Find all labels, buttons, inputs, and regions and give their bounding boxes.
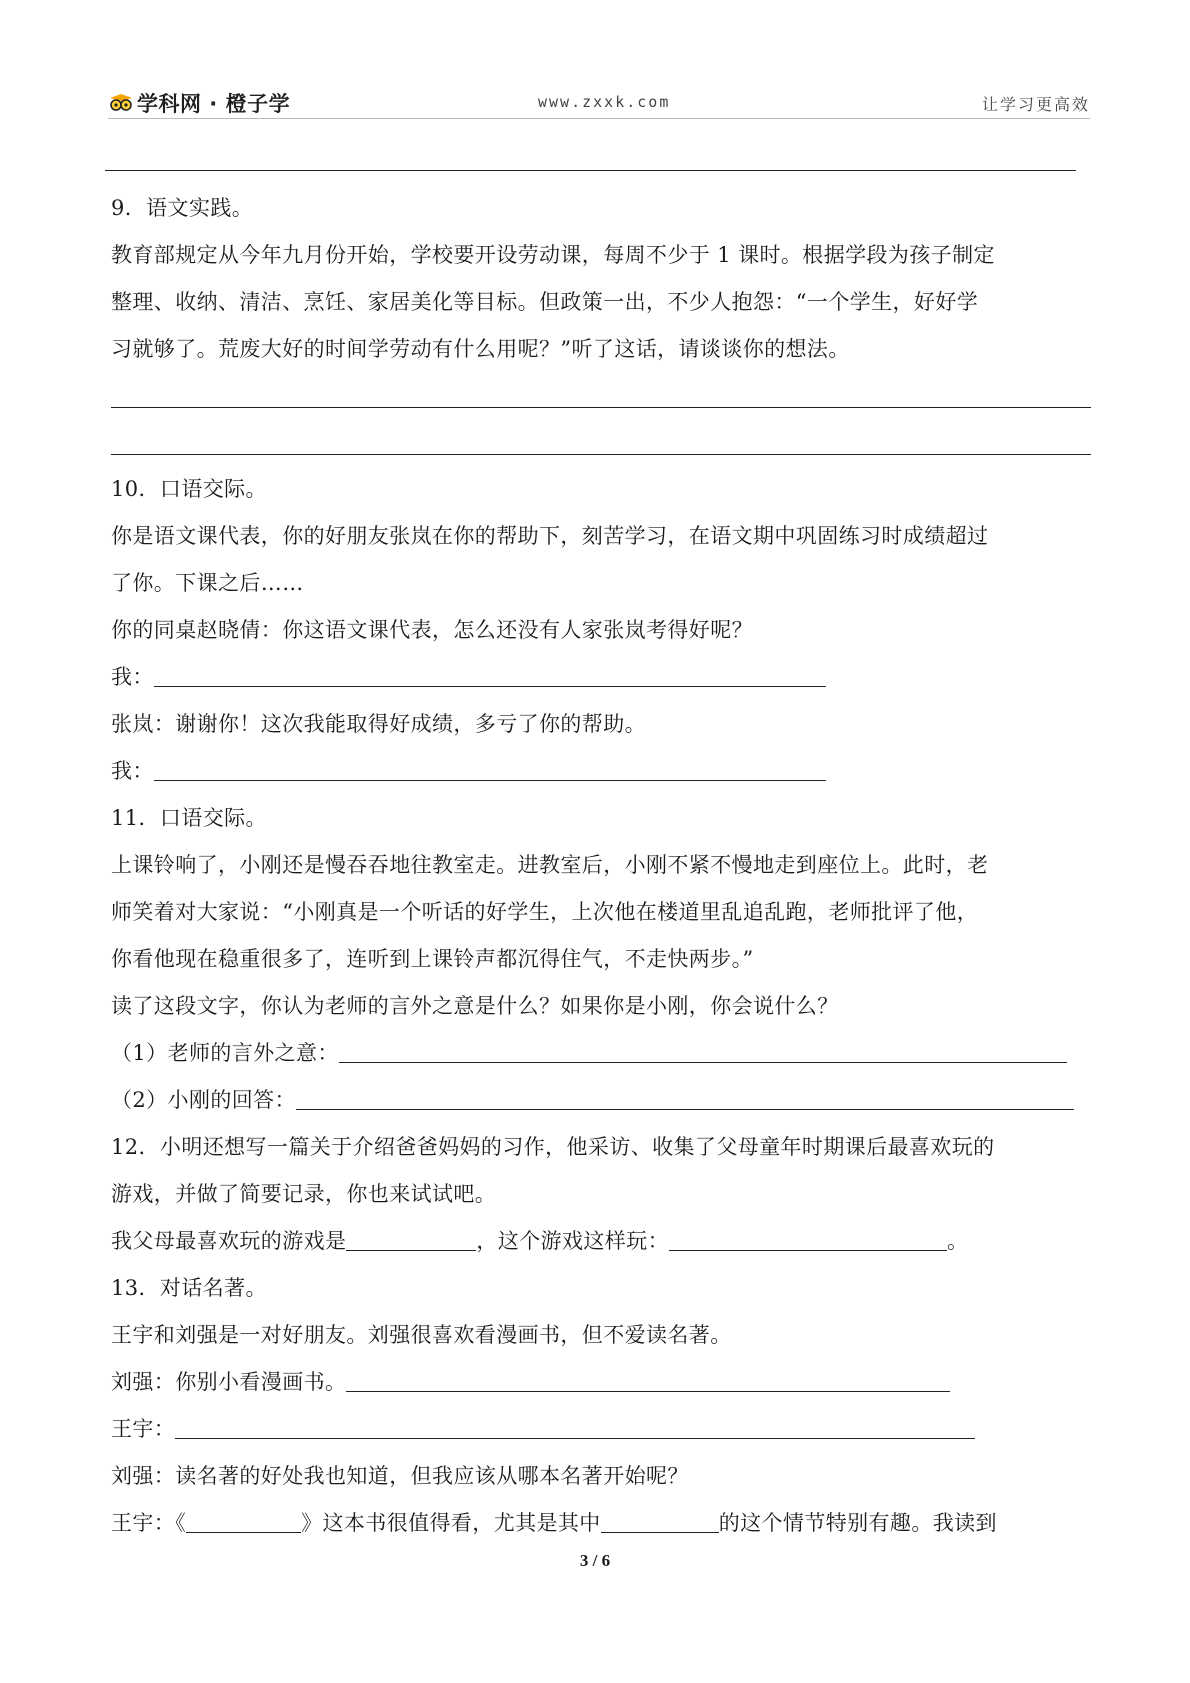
- dialogue-line: 刘强：读名著的好处我也知道，但我应该从哪本名著开始呢？: [111, 1464, 689, 1488]
- answer-line[interactable]: [111, 454, 1091, 455]
- page-number: 3 / 6: [579, 1551, 611, 1570]
- site-url: www.zxxk.com: [538, 93, 671, 111]
- answer-blank[interactable]: [346, 1228, 476, 1251]
- question-12-fill-line: [111, 1226, 968, 1256]
- dialogue-text: 》这本书很值得看，尤其是其中: [301, 1511, 601, 1535]
- dialogue-text: 刘强：你别小看漫画书。: [111, 1370, 347, 1394]
- question-10-text-line: 你的同桌赵晓倩：你这语文课代表，怎么还没有人家张岚考得好呢？: [111, 618, 753, 642]
- answer-blank[interactable]: [669, 1228, 947, 1251]
- site-logo: [108, 88, 290, 118]
- dialogue-text: 的这个情节特别有趣。我读到: [718, 1511, 997, 1535]
- book-title-blank[interactable]: [186, 1510, 301, 1533]
- page-header: [108, 86, 1090, 119]
- fill-text: 我父母最喜欢玩的游戏是: [111, 1229, 347, 1253]
- answer-blank[interactable]: [346, 1369, 950, 1392]
- dialogue-line: 张岚：谢谢你！这次我能取得好成绩，多亏了你的帮助。: [111, 712, 646, 736]
- logo-glasses-icon: [108, 93, 134, 113]
- question-9-title: 9．语文实践。: [111, 196, 254, 220]
- answer-line: [105, 170, 1076, 171]
- fill-text: ，这个游戏这样玩：: [476, 1229, 670, 1253]
- speaker-label: 我：: [111, 759, 154, 783]
- dialogue-line: [111, 756, 826, 786]
- question-9-text-line: 整理、收纳、清洁、烹饪、家居美化等目标。但政策一出，不少人抱怨：“一个学生，好好学: [111, 290, 979, 314]
- question-9-text-line: 教育部规定从今年九月份开始，学校要开设劳动课，每周不少于 1 课时。根据学段为孩子制定: [111, 243, 995, 267]
- question-11-text-line: 你看他现在稳重很多了，连听到上课铃声都沉得住气，不走快两步。”: [111, 947, 754, 971]
- dialogue-text: 王宇：《: [111, 1511, 187, 1535]
- question-9-text-line: 习就够了。荒废大好的时间学劳动有什么用呢？”听了这话，请谈谈你的想法。: [111, 337, 850, 361]
- dialogue-line: [111, 1414, 975, 1444]
- dialogue-line: [111, 1508, 997, 1538]
- question-13-intro: 王宇和刘强是一对好朋友。刘强很喜欢看漫画书，但不爱读名著。: [111, 1323, 732, 1347]
- question-13-title: 13．对话名著。: [111, 1276, 267, 1300]
- question-10-text-line: 你是语文课代表，你的好朋友张岚在你的帮助下，刻苦学习，在语文期中巩固练习时成绩超过: [111, 524, 989, 548]
- question-11-text-line: 师笑着对大家说：“小刚真是一个听话的好学生，上次他在楼道里乱追乱跑，老师批评了他，: [111, 900, 979, 924]
- site-slogan: 让学习更高效: [981, 95, 1090, 114]
- answer-blank[interactable]: [175, 1416, 975, 1439]
- question-11-title: 11．口语交际。: [111, 806, 267, 830]
- question-10-text-line: 了你。下课之后……: [111, 571, 304, 595]
- answer-line[interactable]: [111, 407, 1091, 408]
- dialogue-line: [111, 662, 826, 692]
- question-12-text-line: 12．小明还想写一篇关于介绍爸爸妈妈的习作，他采访、收集了父母童年时期课后最喜欢玩的: [111, 1135, 995, 1159]
- question-10-title: 10．口语交际。: [111, 477, 267, 501]
- answer-blank[interactable]: [154, 758, 826, 781]
- question-11-text-line: 上课铃响了，小刚还是慢吞吞地往教室走。进教室后，小刚不紧不慢地走到座位上。此时，老: [111, 853, 989, 877]
- answer-blank[interactable]: [154, 664, 826, 687]
- sub-question-label: （2）小刚的回答：: [111, 1088, 296, 1112]
- sub-question-label: （1）老师的言外之意：: [111, 1041, 339, 1065]
- question-11-text-line: 读了这段文字，你认为老师的言外之意是什么？如果你是小刚，你会说什么？: [111, 994, 839, 1018]
- answer-blank[interactable]: [296, 1087, 1074, 1110]
- speaker-label: 王宇：: [111, 1417, 176, 1441]
- sub-question: [111, 1038, 1067, 1068]
- dialogue-line: [111, 1367, 950, 1397]
- speaker-label: 我：: [111, 665, 154, 689]
- fill-text: 。: [947, 1229, 969, 1253]
- question-12-text-line: 游戏，并做了简要记录，你也来试试吧。: [111, 1182, 497, 1206]
- plot-blank[interactable]: [601, 1510, 719, 1533]
- logo-text: 学科网 · 橙子学: [137, 92, 291, 116]
- sub-question: [111, 1085, 1074, 1115]
- answer-blank[interactable]: [339, 1040, 1067, 1063]
